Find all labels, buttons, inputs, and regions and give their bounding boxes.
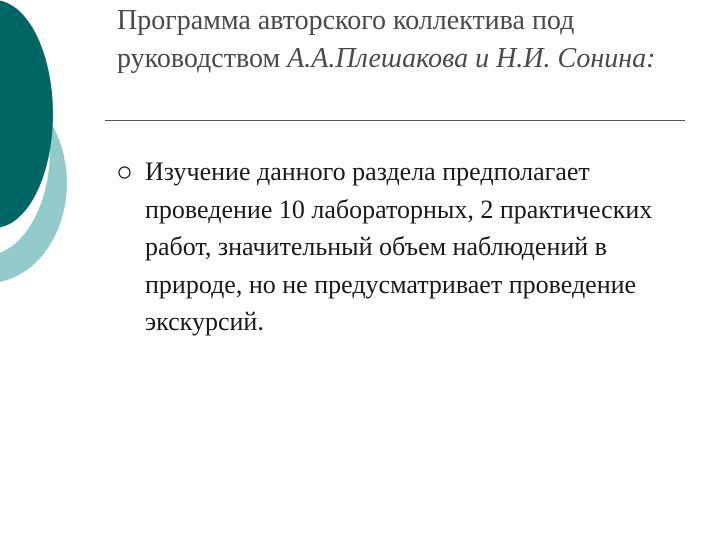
title-divider bbox=[105, 120, 685, 121]
bullet-list bbox=[116, 153, 686, 341]
bullet-text: Изучение данного раздела предполагает проведение 10 лабораторных, 2 практических работ, значительный объем наблюдений в природе, но не предусматривает проведение экскурсий. bbox=[145, 157, 653, 336]
title-plain-text: Программа авторского коллектива под руководством bbox=[117, 5, 575, 74]
decorative-circles bbox=[0, 0, 110, 300]
hollow-circle-bullet-icon bbox=[118, 166, 131, 179]
title-authors-italic: А.А.Плешакова и Н.И. Сонина: bbox=[287, 43, 656, 74]
bullet-item bbox=[116, 153, 686, 341]
slide-title bbox=[117, 2, 697, 78]
